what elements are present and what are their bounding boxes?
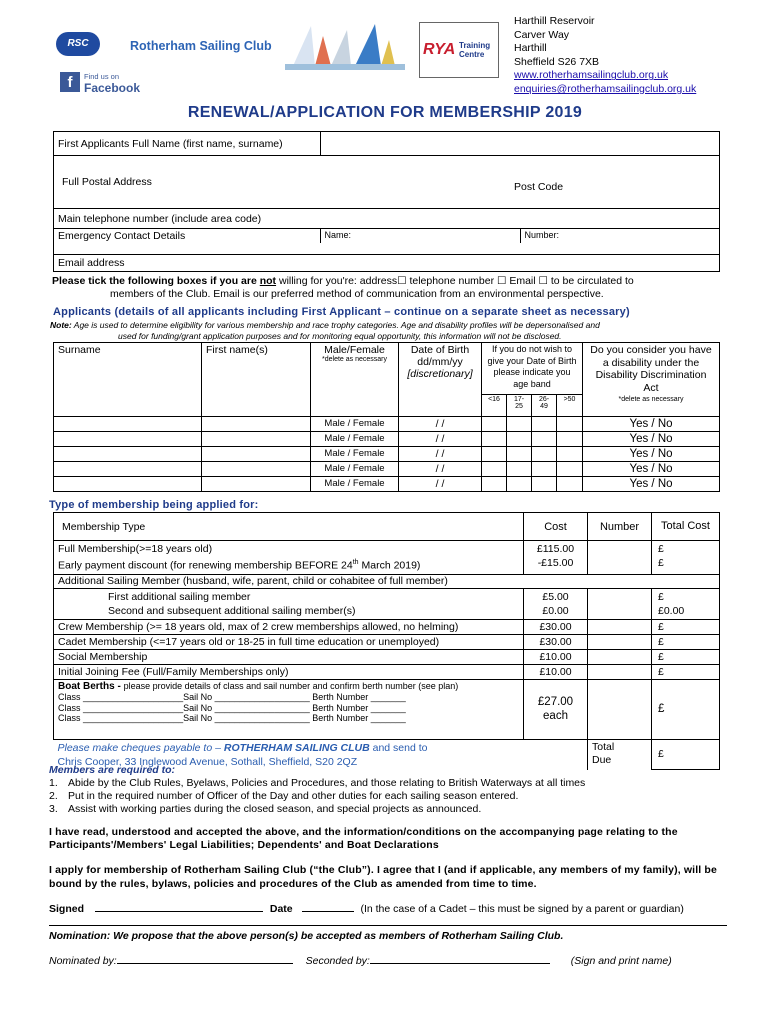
sex-option[interactable]: Male / Female [311, 462, 399, 477]
email-link[interactable]: enquiries@rotherhamsailingclub.org.uk [514, 82, 697, 95]
social-number-field[interactable] [588, 649, 652, 664]
emergency-name-field[interactable]: Name: [320, 229, 520, 243]
disability-option[interactable]: Yes / No [583, 417, 720, 432]
membership-heading: Type of membership being applied for: [49, 499, 259, 511]
joining-fee-cost: £10.00 [524, 664, 588, 679]
page-title: RENEWAL/APPLICATION FOR MEMBERSHIP 2019 [187, 104, 583, 121]
signature-field[interactable] [95, 901, 263, 912]
club-logo-text: Rotherham Sailing Club [130, 39, 272, 53]
emergency-number-field[interactable]: Number: [524, 230, 560, 240]
signature-row [49, 901, 739, 915]
band-17-25: 17- 25 [507, 395, 532, 417]
club-address [514, 15, 696, 97]
berth-cost: £27.00 each [524, 679, 588, 739]
berth-line[interactable]: Class ____________________Sail No ___________________ Berth Number _______ [58, 702, 406, 713]
col-first-name: First name(s) [202, 343, 311, 417]
disability-option[interactable]: Yes / No [583, 447, 720, 462]
total-due-label: Total Due [588, 739, 652, 770]
sex-option[interactable]: Male / Female [311, 417, 399, 432]
band-box[interactable] [482, 447, 507, 462]
band-box[interactable] [507, 417, 532, 432]
band-box[interactable] [532, 477, 557, 492]
additional-number-field[interactable] [588, 588, 652, 619]
full-number-field[interactable] [588, 541, 652, 575]
additional-total-field[interactable]: £ £0.00 [652, 588, 720, 619]
facebook-badge [60, 72, 150, 94]
full-cost: £115.00 -£15.00 [524, 541, 588, 575]
sex-option[interactable]: Male / Female [311, 447, 399, 462]
band-over-50: >50 [557, 395, 583, 417]
contact-table [53, 131, 720, 272]
full-membership-row: Full Membership(>=18 years old) Early payment discount (for renewing membership BEFORE 24th March 2019) [54, 541, 524, 575]
disability-option[interactable]: Yes / No [583, 477, 720, 492]
band-box[interactable] [557, 432, 583, 447]
crew-total-field[interactable]: £ [652, 619, 720, 634]
crew-cost: £30.00 [524, 619, 588, 634]
full-name-label: First Applicants Full Name (first name, surname) [54, 132, 321, 156]
col-disability: Do you consider you have a disability under the Disability Discrimination Act *delete as necessary [583, 343, 720, 417]
col-total: Total Cost [652, 513, 720, 541]
dob-field[interactable]: / / [399, 432, 482, 447]
surname-field[interactable] [54, 447, 202, 462]
dob-field[interactable]: / / [399, 417, 482, 432]
col-cost: Cost [524, 513, 588, 541]
signed-label: Signed [49, 903, 85, 915]
first-name-field[interactable] [202, 462, 311, 477]
first-name-field[interactable] [202, 447, 311, 462]
social-total-field[interactable]: £ [652, 649, 720, 664]
col-sex: Male/Female *delete as necessary [311, 343, 399, 417]
additional-options: First additional sailing member Second and subsequent additional sailing member(s) [54, 588, 524, 619]
first-name-field[interactable] [202, 477, 311, 492]
band-box[interactable] [557, 462, 583, 477]
emergency-label: Emergency Contact Details [54, 229, 320, 243]
col-number: Number [588, 513, 652, 541]
post-code-label: Post Code [514, 181, 564, 193]
nomination-row [49, 953, 739, 967]
full-total-field[interactable]: £ £ [652, 541, 720, 575]
address-line: Carver Way [514, 28, 570, 41]
telephone-field[interactable] [54, 209, 720, 229]
col-surname: Surname [54, 343, 202, 417]
cadet-number-field[interactable] [588, 634, 652, 649]
rya-logo [419, 22, 499, 78]
seconded-field[interactable] [370, 953, 550, 964]
band-box[interactable] [557, 477, 583, 492]
band-26-49: 26- 49 [532, 395, 557, 417]
additional-cost: £5.00 £0.00 [524, 588, 588, 619]
emergency-row [54, 229, 720, 255]
first-name-field[interactable] [202, 417, 311, 432]
additional-member-row: Additional Sailing Member (husband, wife, parent, child or cohabitee of full member) [54, 574, 720, 588]
first-name-field[interactable] [202, 432, 311, 447]
crew-row: Crew Membership (>= 18 years old, max of 2 crew memberships allowed, no helming) [54, 619, 524, 634]
sign-print-note: (Sign and print name) [570, 955, 672, 967]
band-box[interactable] [507, 462, 532, 477]
berth-number-field[interactable] [588, 679, 652, 739]
band-box[interactable] [482, 417, 507, 432]
telephone-label: Main telephone number (include area code) [58, 212, 262, 225]
seconded-label: Seconded by: [305, 955, 370, 967]
berth-total-field[interactable]: £ [652, 679, 720, 739]
date-field[interactable] [302, 901, 354, 912]
nominated-label: Nominated by: [49, 955, 117, 967]
sex-option[interactable]: Male / Female [311, 432, 399, 447]
facebook-line2: Facebook [84, 81, 141, 95]
col-age-band: If you do not wish to give your Date of Birth please indicate you age band [482, 343, 583, 395]
requirements-heading: Members are required to: [49, 764, 176, 776]
band-box[interactable] [482, 432, 507, 447]
col-membership-type: Membership Type [54, 513, 524, 541]
requirements [49, 764, 729, 816]
crew-number-field[interactable] [588, 619, 652, 634]
band-box[interactable] [532, 462, 557, 477]
band-box[interactable] [557, 447, 583, 462]
nominated-field[interactable] [117, 953, 293, 964]
membership-table [53, 512, 720, 770]
rya-line2: Centre [459, 50, 485, 59]
club-logo [56, 28, 272, 66]
joining-total-field[interactable]: £ [652, 664, 720, 679]
cadet-total-field[interactable]: £ [652, 634, 720, 649]
full-name-field[interactable] [321, 132, 720, 156]
declaration-apply: I apply for membership of Rotherham Sailing Club (“the Club”). I agree that I (and if applicable, any members of my family), will be bound by the rules, bylaws, policies and procedures of the Club as amended from time to time. [49, 864, 717, 890]
facebook-icon: f [60, 72, 80, 92]
date-label: Date [269, 903, 293, 915]
band-under-16: <16 [482, 395, 507, 417]
requirement-item: 1. Abide by the Club Rules, Byelaws, Policies and Procedures, and those relating to British Waterways at all times [49, 777, 586, 789]
band-box[interactable] [532, 432, 557, 447]
disability-option[interactable]: Yes / No [583, 462, 720, 477]
band-box[interactable] [557, 417, 583, 432]
social-cost: £10.00 [524, 649, 588, 664]
facebook-line1: Find us on [84, 72, 120, 81]
postal-address-label: Full Postal Address [62, 176, 152, 188]
dob-field[interactable]: / / [399, 447, 482, 462]
address-line: Sheffield S26 7XB [514, 55, 600, 68]
berth-line[interactable]: Class ____________________Sail No ___________________ Berth Number _______ [58, 692, 406, 702]
dob-field[interactable]: / / [399, 462, 482, 477]
band-box[interactable] [482, 462, 507, 477]
band-box[interactable] [507, 477, 532, 492]
band-box[interactable] [507, 447, 532, 462]
applicants-heading: Applicants (details of all applicants including First Applicant – continue on a separate sheet as necessary) [53, 306, 630, 318]
berth-line[interactable]: Class ____________________Sail No ___________________ Berth Number _______ [58, 713, 406, 723]
nomination-divider [49, 925, 727, 926]
boat-berths-row: Boat Berths - please provide details of class and sail number and confirm berth number (see plan) Class ____________________Sail No ___________________ Berth Number _______ Class ____________________Sail No ___________________ Berth Number _______ Class ____________________Sail No ___________________ Berth Number _______ [54, 679, 524, 739]
rya-mark: RYA [423, 41, 456, 58]
applicants-note: Note: Age is used to determine eligibility for various membership and race trophy categories. Age and disability profiles will be depersonalised and used for funding/grant application purposes and for monitoring equal opportunity, this information will not be disclosed. [50, 320, 600, 341]
surname-field[interactable] [54, 432, 202, 447]
social-row: Social Membership [54, 649, 524, 664]
sex-option[interactable]: Male / Female [311, 477, 399, 492]
address-line: Harthill Reservoir [514, 15, 595, 27]
cadet-cost: £30.00 [524, 634, 588, 649]
surname-field[interactable] [54, 417, 202, 432]
rsc-badge: RSC [56, 32, 100, 56]
col-dob: Date of Birth dd/mm/yy [discretionary] [399, 343, 482, 417]
band-box[interactable] [532, 417, 557, 432]
address-line: Harthill [514, 42, 547, 55]
requirement-item: 3. Assist with working parties during the closed season, and special projects as announced. [49, 803, 482, 815]
band-box[interactable] [507, 432, 532, 447]
tick-instructions: Please tick the following boxes if you are not willing for you're: address☐ telephone number ☐ Email ☐ to be circulated to members of the Club. Email is our preferred method of communication from an environmental perspective. [52, 275, 634, 300]
cheque-info: Please make cheques payable to – ROTHERHAM SAILING CLUB and send to Chris Cooper, 33 Inglewood Avenue, Sothall, Sheffield, S20 2QZ [54, 739, 588, 770]
joining-fee-row: Initial Joining Fee (Full/Family Memberships only) [54, 664, 524, 679]
band-box[interactable] [532, 447, 557, 462]
nomination-text: Nomination: We propose that the above person(s) be accepted as members of Rotherham Sailing Club. [49, 930, 564, 942]
rya-line1: Training [459, 41, 491, 50]
total-due-field[interactable]: £ [652, 739, 720, 770]
disability-option[interactable]: Yes / No [583, 432, 720, 447]
boats-image [285, 20, 405, 70]
band-box[interactable] [482, 477, 507, 492]
declaration-accept: I have read, understood and accepted the above, and the information/conditions on the accompanying page relating to the Participants'/Members' Legal Liabilities; Dependents' and Boat Declarations [49, 826, 678, 851]
website-link[interactable]: www.rotherhamsailingclub.org.uk [514, 69, 669, 82]
surname-field[interactable] [54, 477, 202, 492]
surname-field[interactable] [54, 462, 202, 477]
dob-field[interactable]: / / [399, 477, 482, 492]
email-field[interactable] [54, 255, 720, 272]
applicants-table [53, 342, 720, 492]
email-label: Email address [58, 257, 125, 269]
cadet-row: Cadet Membership (<=17 years old or 18-25 in full time education or unemployed) [54, 634, 524, 649]
postal-address-field[interactable] [54, 156, 720, 209]
requirement-item: 2. Put in the required number of Officer of the Day and other duties for each sailing season entered. [49, 790, 519, 802]
joining-number-field[interactable] [588, 664, 652, 679]
cadet-note: (In the case of a Cadet – this must be signed by a parent or guardian) [360, 903, 684, 915]
